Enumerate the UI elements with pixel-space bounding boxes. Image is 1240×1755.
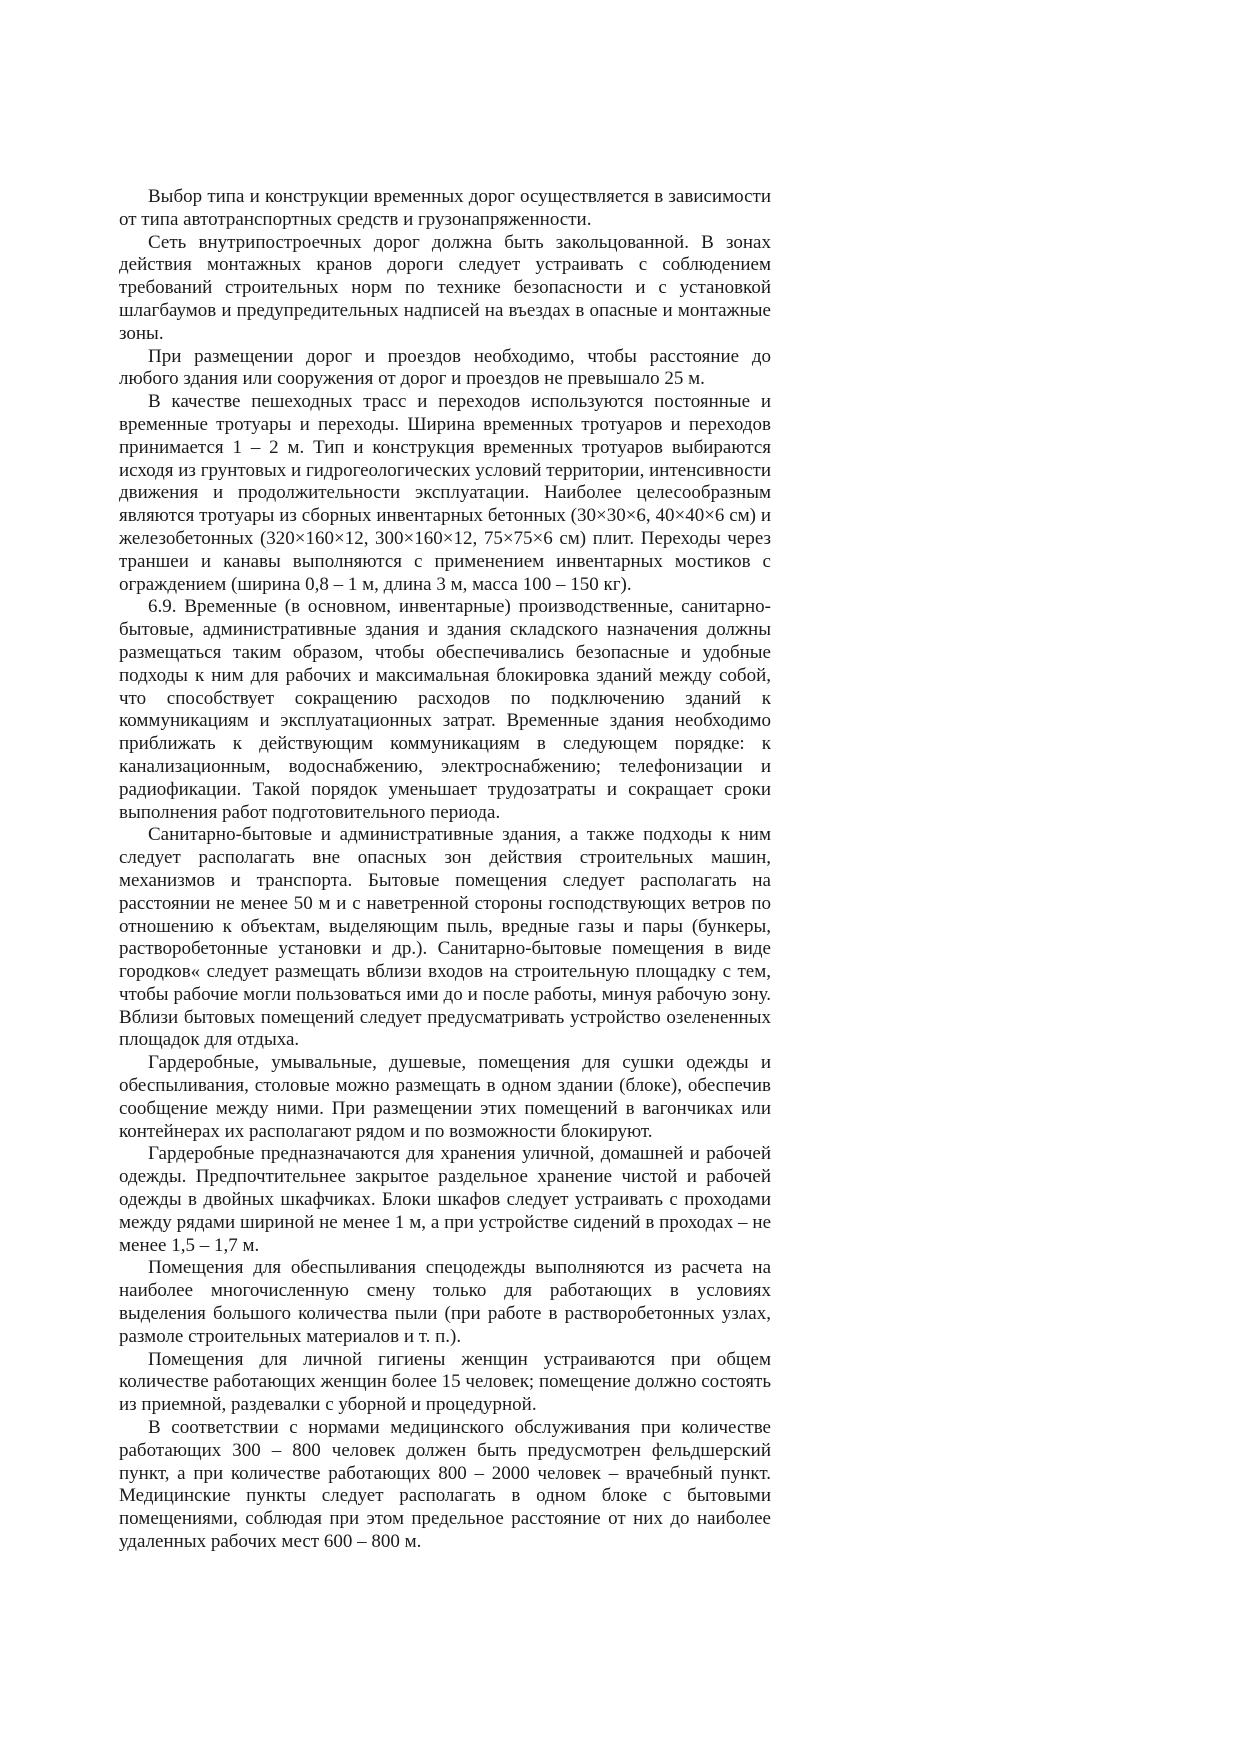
- paragraph: Выбор типа и конструкции временных дорог осуществляется в зависимости от типа автотранспортных средств и грузонапряженности.: [119, 186, 771, 230]
- paragraph: Санитарно-бытовые и административные здания, а также подходы к ним следует располагать вне опасных зон действия строительных машин, механизмов и транспорта. Бытовые помещения следует располагать на расстоянии не менее 50 м и с наветренной стороны господствующих ветров по отношению к объектам, выделяющим пыль, вредные газы и пары (бункеры, растворобетонные установки и др.). Санитарно-бытовые помещения в виде городков« следует размещать вблизи входов на строительную площадку с тем, чтобы рабочие могли пользоваться ими до и после работы, минуя рабочую зону. Вблизи бытовых помещений следует предусматривать устройство озелененных площадок для отдыха.: [119, 824, 771, 1051]
- paragraph: В качестве пешеходных трасс и переходов используются постоянные и временные тротуары и переходы. Ширина временных тротуаров и переходов принимается 1 – 2 м. Тип и конструкция временных тротуаров выбираются исходя из грунтовых и гидрогеологических условий территории, интенсивности движения и продолжительности эксплуатации. Наиболее целесообразным являются тротуары из сборных инвентарных бетонных (30×30×6, 40×40×6 см) и железобетонных (320×160×12, 300×160×12, 75×75×6 см) плит. Переходы через траншеи и канавы выполняются с применением инвентарных мостиков с ограждением (ширина 0,8 – 1 м, длина 3 м, масса 100 – 150 кг).: [119, 391, 771, 595]
- paragraph: В соответствии с нормами медицинского обслуживания при количестве работающих 300 – 800 человек должен быть предусмотрен фельдшерский пункт, а при количестве работающих 800 – 2000 человек – врачебный пункт. Медицинские пункты следует располагать в одном блоке с бытовыми помещениями, соблюдая при этом предельное расстояние от них до наиболее удаленных рабочих мест 600 – 800 м.: [119, 1417, 771, 1553]
- paragraph: Помещения для обеспыливания спецодежды выполняются из расчета на наиболее многочисленную смену только для работающих в условиях выделения большого количества пыли (при работе в растворобетонных узлах, размоле строительных материалов и т. п.).: [119, 1257, 771, 1347]
- paragraph: Сеть внутрипостроечных дорог должна быть закольцованной. В зонах действия монтажных кранов дороги следует устраивать с соблюдением требований строительных норм по технике безопасности и с установкой шлагбаумов и предупредительных надписей на въездах в опасные и монтажные зоны.: [119, 231, 771, 344]
- paragraph: Гардеробные предназначаются для хранения уличной, домашней и рабочей одежды. Предпочтительнее закрытое раздельное хранение чистой и рабочей одежды в двойных шкафчиках. Блоки шкафов следует устраивать с проходами между рядами шириной не менее 1 м, а при устройстве сидений в проходах – не менее 1,5 – 1,7 м.: [119, 1143, 771, 1256]
- paragraph: При размещении дорог и проездов необходимо, чтобы расстояние до любого здания или сооружения от дорог и проездов не превышало 25 м.: [119, 345, 771, 390]
- paragraph: Помещения для личной гигиены женщин устраиваются при общем количестве работающих женщин более 15 человек; помещение должно состоять из приемной, раздевалки с уборной и процедурной.: [119, 1348, 771, 1416]
- body-text: [119, 186, 771, 1554]
- paragraph: Гардеробные, умывальные, душевые, помещения для сушки одежды и обеспыливания, столовые можно размещать в одном здании (блоке), обеспечив сообщение между ними. При размещении этих помещений в вагончиках или контейнерах их располагают рядом и по возможности блокируют.: [119, 1052, 771, 1142]
- paragraph: 6.9. Временные (в основном, инвентарные) производственные, санитарно-бытовые, административные здания и здания складского назначения должны размещаться таким образом, чтобы обеспечивались безопасные и удобные подходы к ним для рабочих и максимальная блокировка зданий между собой, что способствует сокращению расходов по подключению зданий к коммуникациям и эксплуатационных затрат. Временные здания необходимо приближать к действующим коммуникациям в следующем порядке: к канализационным, водоснабжению, электроснабжению; телефонизации и радиофикации. Такой порядок уменьшает трудозатраты и сокращает сроки выполнения работ подготовительного периода.: [119, 596, 771, 823]
